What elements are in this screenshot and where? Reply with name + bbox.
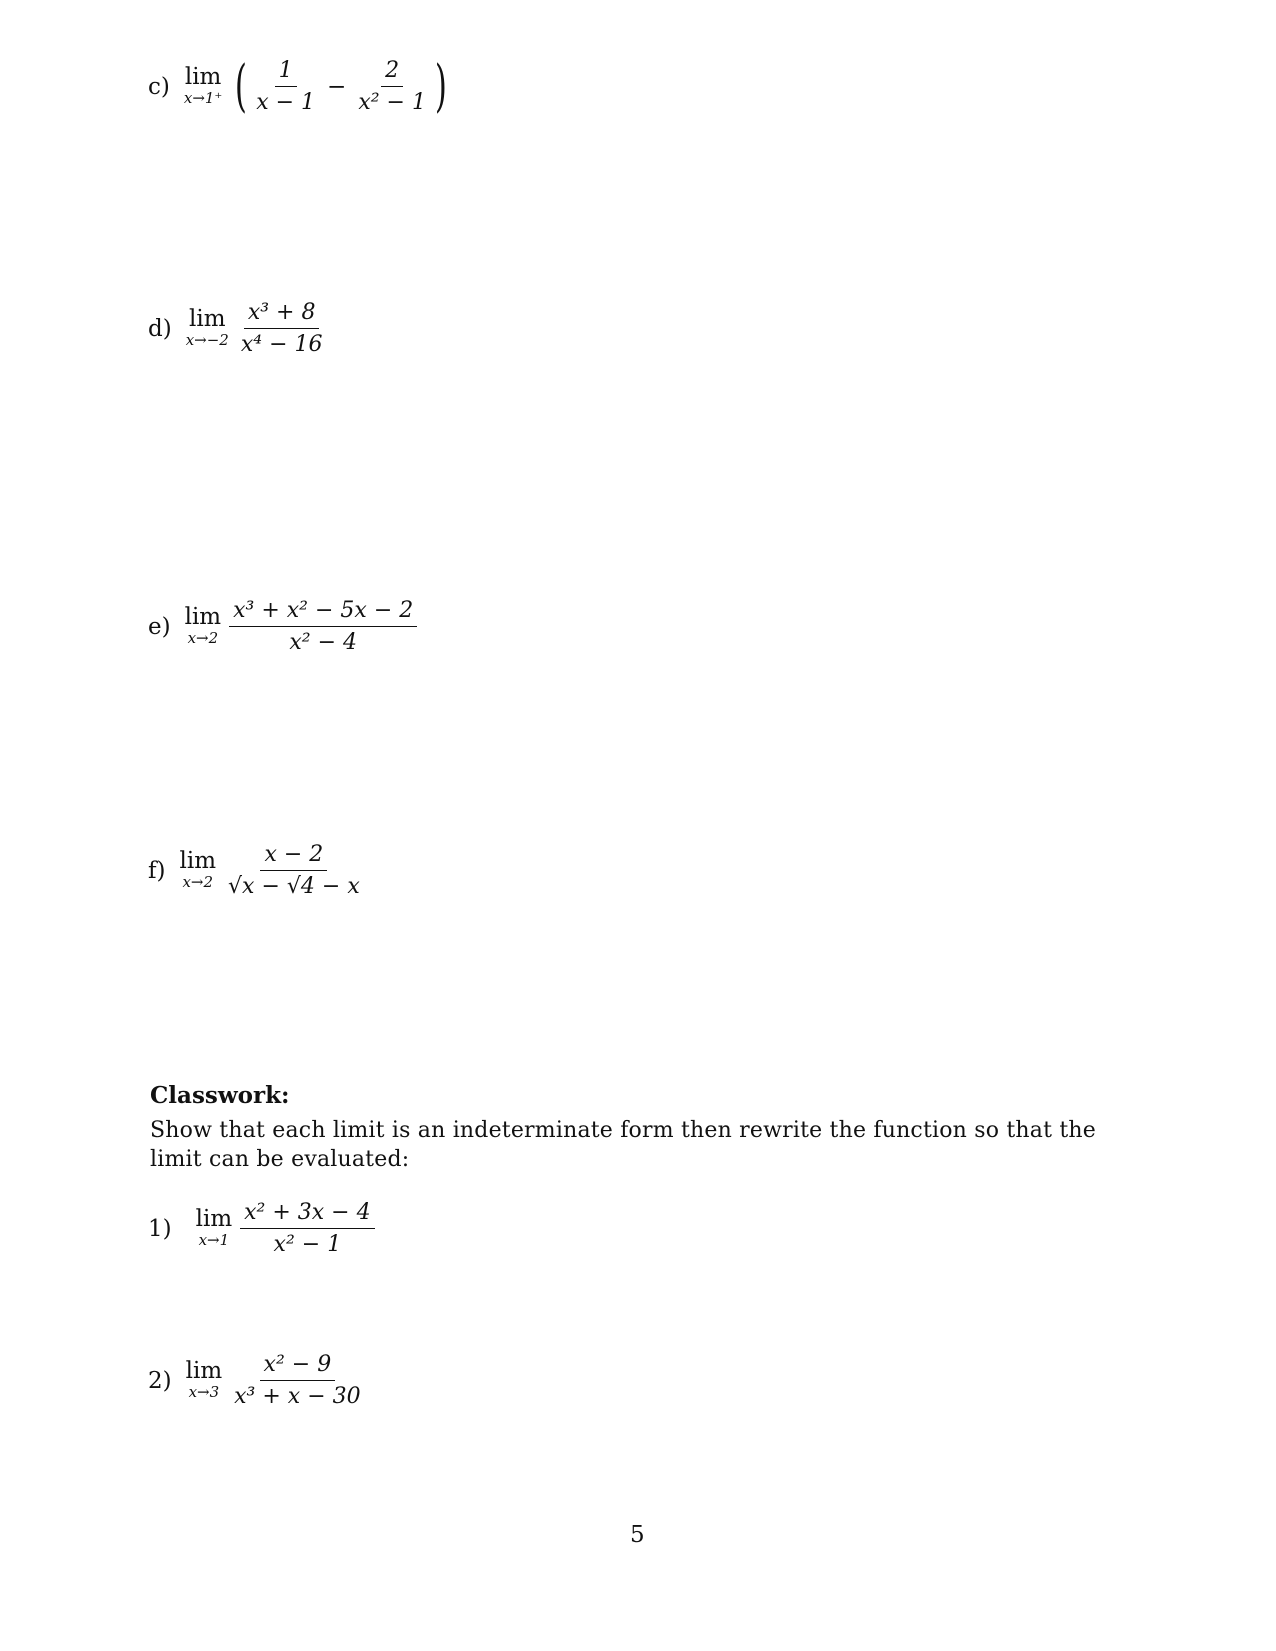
lim-word: lim (179, 847, 217, 874)
denominator: √x − √4 − x (228, 874, 360, 900)
lim-word: lim (184, 603, 222, 630)
lim-word: lim (184, 63, 222, 90)
denominator: x − 1 (256, 90, 316, 116)
fraction (237, 300, 327, 358)
classwork-heading: Classwork: (150, 1082, 290, 1109)
lim-word: lim (189, 305, 226, 332)
numerator: 2 (381, 58, 403, 87)
numerator: x³ + x² − 5x − 2 (229, 598, 417, 627)
numerator: x³ + 8 (244, 300, 320, 329)
limit-operator (185, 305, 229, 351)
denominator: x⁴ − 16 (240, 332, 323, 358)
fraction-2 (354, 58, 430, 116)
problem-label: f) (148, 857, 166, 884)
denominator: x² − 1 (273, 1232, 342, 1258)
problem-e (148, 598, 417, 656)
problem-label: c) (148, 73, 170, 100)
fraction (229, 598, 417, 656)
limit-subscript: x→3 (188, 1382, 220, 1401)
numerator: x² + 3x − 4 (240, 1200, 374, 1229)
limit-operator (185, 1357, 223, 1403)
problem-d (148, 300, 326, 358)
close-paren: ) (434, 53, 447, 119)
classwork-item (148, 1200, 375, 1258)
numerator: x − 2 (260, 842, 327, 871)
limit-operator (183, 63, 223, 109)
limit-subscript: x→2 (182, 872, 214, 891)
page-number: 5 (630, 1522, 645, 1548)
fraction (240, 1200, 374, 1258)
problem-label: d) (148, 315, 172, 342)
lim-word: lim (185, 1357, 223, 1384)
item-label: 2) (148, 1367, 172, 1394)
limit-operator (184, 603, 222, 649)
limit-subscript: x→2 (187, 628, 219, 647)
fraction-1 (252, 58, 319, 116)
problem-f (148, 842, 364, 900)
open-paren: ( (235, 53, 248, 119)
lim-word: lim (195, 1205, 233, 1232)
problem-label: e) (148, 613, 171, 640)
limit-operator (179, 847, 217, 893)
numerator: x² − 9 (260, 1352, 336, 1381)
denominator: x² − 1 (358, 90, 426, 116)
limit-subscript: x→1 (198, 1230, 230, 1249)
classwork-instruction: Show that each limit is an indeterminate form then rewrite the function so that the limit can be evaluated: (150, 1118, 1096, 1172)
denominator: x² − 4 (289, 630, 358, 656)
classwork-item (148, 1352, 365, 1410)
operator: − (327, 73, 347, 100)
problem-c (148, 53, 452, 119)
limit-subscript: x→−2 (185, 330, 229, 349)
numerator: 1 (275, 58, 297, 87)
denominator: x³ + x − 30 (234, 1384, 361, 1410)
item-label: 1) (148, 1215, 172, 1242)
fraction (224, 842, 364, 900)
fraction (230, 1352, 364, 1410)
limit-subscript: x→1⁺ (183, 88, 223, 107)
limit-operator (195, 1205, 233, 1251)
